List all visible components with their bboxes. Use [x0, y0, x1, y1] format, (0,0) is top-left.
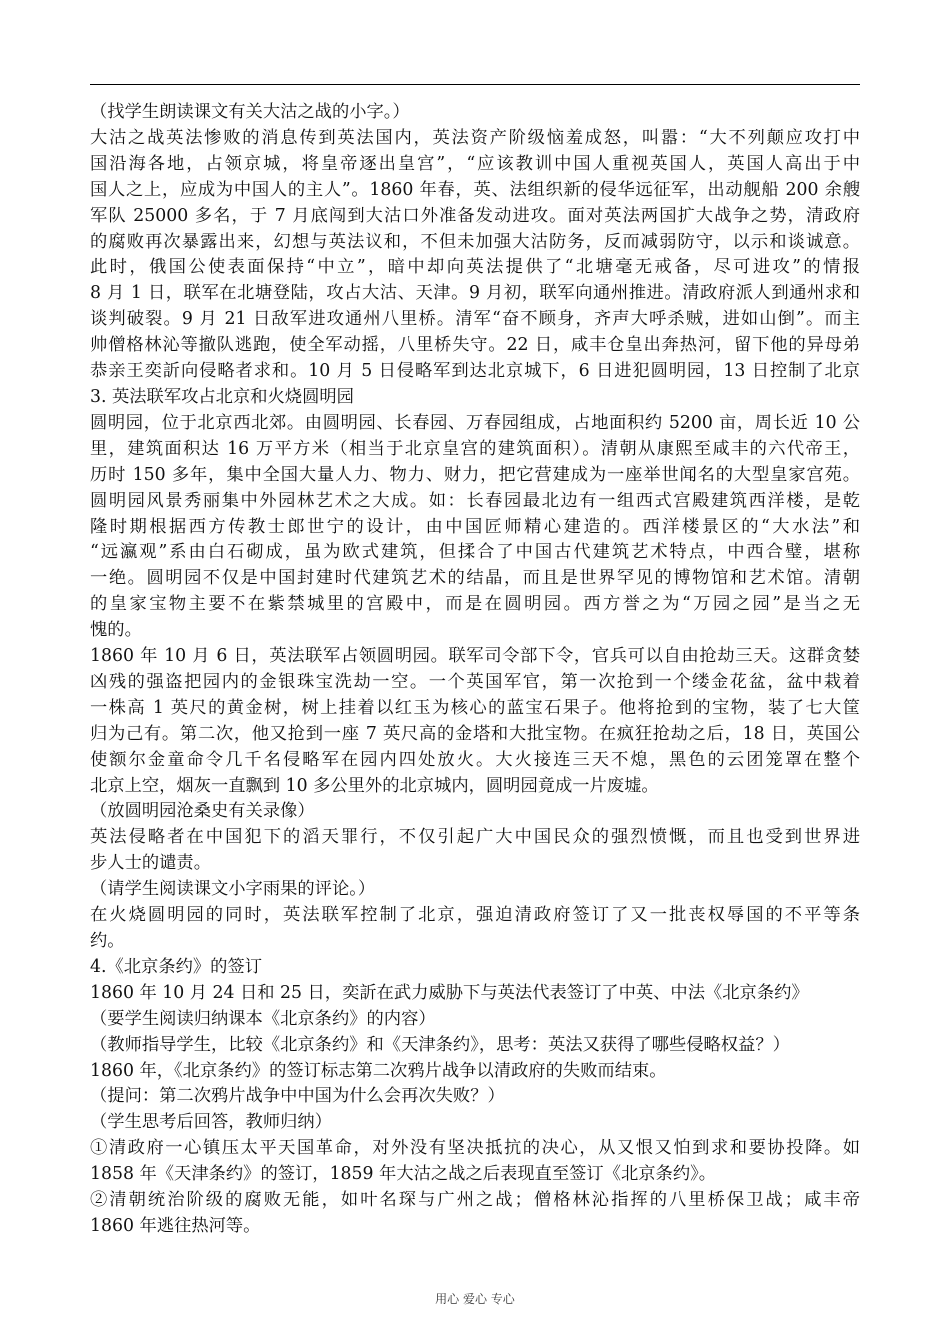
text-line: 国沿海各地，占领京城，将皇帝逐出皇宫”，“应该教训中国人重视英国人，英国人高出于中 — [90, 153, 860, 174]
text-line: （提问：第二次鸦片战争中中国为什么会再次失败？） — [90, 1086, 505, 1107]
text-line: 北京上空，烟灰一直飘到 10 多公里外的北京城内，圆明园竟成一片废墟。 — [90, 775, 659, 796]
text-line: （找学生朗读课文有关大沽之战的小字。） — [90, 102, 410, 122]
text-line: 4.《北京条约》的签订 — [90, 956, 263, 977]
text-line: 隆时期根据西方传教士郎世宁的设计，由中国匠师精心建造的。西洋楼景区的“大水法”和 — [90, 516, 860, 537]
text-line: 1860 年，《北京条约》的签订标志第二次鸦片战争以清政府的失败而结束。 — [90, 1060, 667, 1081]
text-line: 使额尔金童命令几千名侵略军在园内四处放火。大火接连三天不熄，黑色的云团笼罩在整个 — [90, 749, 860, 770]
text-line: 约。 — [90, 931, 125, 951]
text-line: 凶残的强盗把园内的金银珠宝洗劫一空。一个英国军官，第一次抢到一个缕金花盆，盆中栽着 — [90, 671, 860, 692]
text-line: “远瀛观”系由白石砌成，虽为欧式建筑，但揉合了中国古代建筑艺术特点，中西合璧，堪称 — [90, 542, 860, 563]
text-line: 里，建筑面积达 16 万平方米（相当于北京皇宫的建筑面积）。清朝从康熙至咸丰的六代帝王， — [90, 438, 860, 459]
text-line: 1858 年《天津条约》的签订，1859 年大沽之战之后表现直至签订《北京条约》。 — [90, 1164, 717, 1185]
text-line: 一株高 1 英尺的黄金树，树上挂着以红玉为核心的蓝宝石果子。他将抢到的宝物，装了七大筐 — [90, 697, 860, 718]
header-rule — [90, 84, 860, 85]
text-line: 8 月 1 日，联军在北塘登陆，攻占大沽、天津。9 月初，联军向通州推进。清政府派人到通州求和 — [90, 283, 860, 304]
text-line: 大沽之战英法惨败的消息传到英法国内，英法资产阶级恼羞成怒，叫嚣：“大不列颠应攻打中 — [90, 127, 860, 148]
text-line: 归为己有。第二次，他又抢到一座 7 英尺高的金塔和大批宝物。在疯狂抢劫之后，18 日，英国公 — [90, 723, 860, 744]
text-line: 历时 150 多年，集中全国大量人力、物力、财力，把它营建成为一座举世闻名的大型皇家宫苑。 — [90, 464, 860, 485]
text-line: 此时，俄国公使表面保持“中立”，暗中却向英法提供了“北塘毫无戒备，尽可进攻”的情报 — [90, 257, 860, 278]
document-body — [90, 100, 860, 1240]
text-line: 3. 英法联军攻占北京和火烧圆明园 — [90, 386, 354, 407]
text-line: 愧的。 — [90, 620, 142, 641]
text-line: 的皇家宝物主要不在紫禁城里的宫殿中，而是在圆明园。西方誉之为“万园之园”是当之无 — [90, 594, 860, 615]
text-line: 圆明园，位于北京西北郊。由圆明园、长春园、万春园组成，占地面积约 5200 亩，周长近 10 公 — [90, 412, 860, 433]
text-line: 恭亲王奕訢向侵略者求和。10 月 5 日侵略军到达北京城下，6 日进犯圆明园，13 日控制了北京 — [90, 361, 860, 382]
text-line: 一绝。圆明园不仅是中国封建时代建筑艺术的结晶，而且是世界罕见的博物馆和艺术馆。清朝 — [90, 568, 860, 589]
text-line: 1860 年 10 月 6 日，英法联军占领圆明园。联军司令部下令，官兵可以自由抢劫三天。这群贪婪 — [90, 646, 860, 667]
text-line: 的腐败再次暴露出来，幻想与英法议和，不但未加强大沽防务，反而减弱防守，以示和谈诚意。 — [90, 231, 860, 252]
text-line: 国人之上，应成为中国人的主人”。1860 年春，英、法组织新的侵华远征军，出动舰船 200 余艘 — [90, 179, 860, 200]
text-line: （请学生阅读课文小字雨果的评论。） — [90, 879, 376, 900]
text-line: ①清政府一心镇压太平天国革命，对外没有坚决抵抗的决心，从又恨又怕到求和要协投降。如 — [90, 1138, 860, 1159]
text-line: 步人士的谴责。 — [90, 853, 211, 874]
text-line: 英法侵略者在中国犯下的滔天罪行，不仅引起广大中国民众的强烈愤慨，而且也受到世界进 — [90, 827, 860, 848]
text-line: 1860 年 10 月 24 日和 25 日，奕訢在武力威胁下与英法代表签订了中英、中法《北京条约》 — [90, 982, 809, 1003]
text-line: （要学生阅读归纳课本《北京条约》的内容） — [90, 1008, 436, 1029]
text-line: （放圆明园沧桑史有关录像） — [90, 801, 315, 822]
text-line: 圆明园风景秀丽集中外园林艺术之大成。如：长春园最北边有一组西式宫殿建筑西洋楼，是乾 — [90, 490, 860, 511]
text-line: 军队 25000 多名，于 7 月底闯到大沽口外准备发动进攻。面对英法两国扩大战争之势，清政府 — [90, 205, 860, 226]
text-line: （学生思考后回答，教师归纳） — [90, 1112, 332, 1133]
text-line: 1860 年逃往热河等。 — [90, 1215, 261, 1236]
page-footer: 用心 爱心 专心 — [435, 1292, 515, 1306]
text-line: 帅僧格林沁等撤队逃跑，使全军动摇，八里桥失守。22 日，咸丰仓皇出奔热河，留下他的异母弟 — [90, 335, 860, 356]
text-line: 谈判破裂。9 月 21 日敌军进攻通州八里桥。清军“奋不顾身，齐声大呼杀贼，进如山倒”。而主 — [90, 309, 860, 330]
text-line: （教师指导学生，比较《北京条约》和《天津条约》，思考：英法又获得了哪些侵略权益？） — [90, 1034, 790, 1055]
text-line: ②清朝统治阶级的腐败无能，如叶名琛与广州之战；僧格林沁指挥的八里桥保卫战；咸丰帝 — [90, 1190, 860, 1211]
text-line: 在火烧圆明园的同时，英法联军控制了北京，强迫清政府签订了又一批丧权辱国的不平等条 — [90, 905, 860, 926]
